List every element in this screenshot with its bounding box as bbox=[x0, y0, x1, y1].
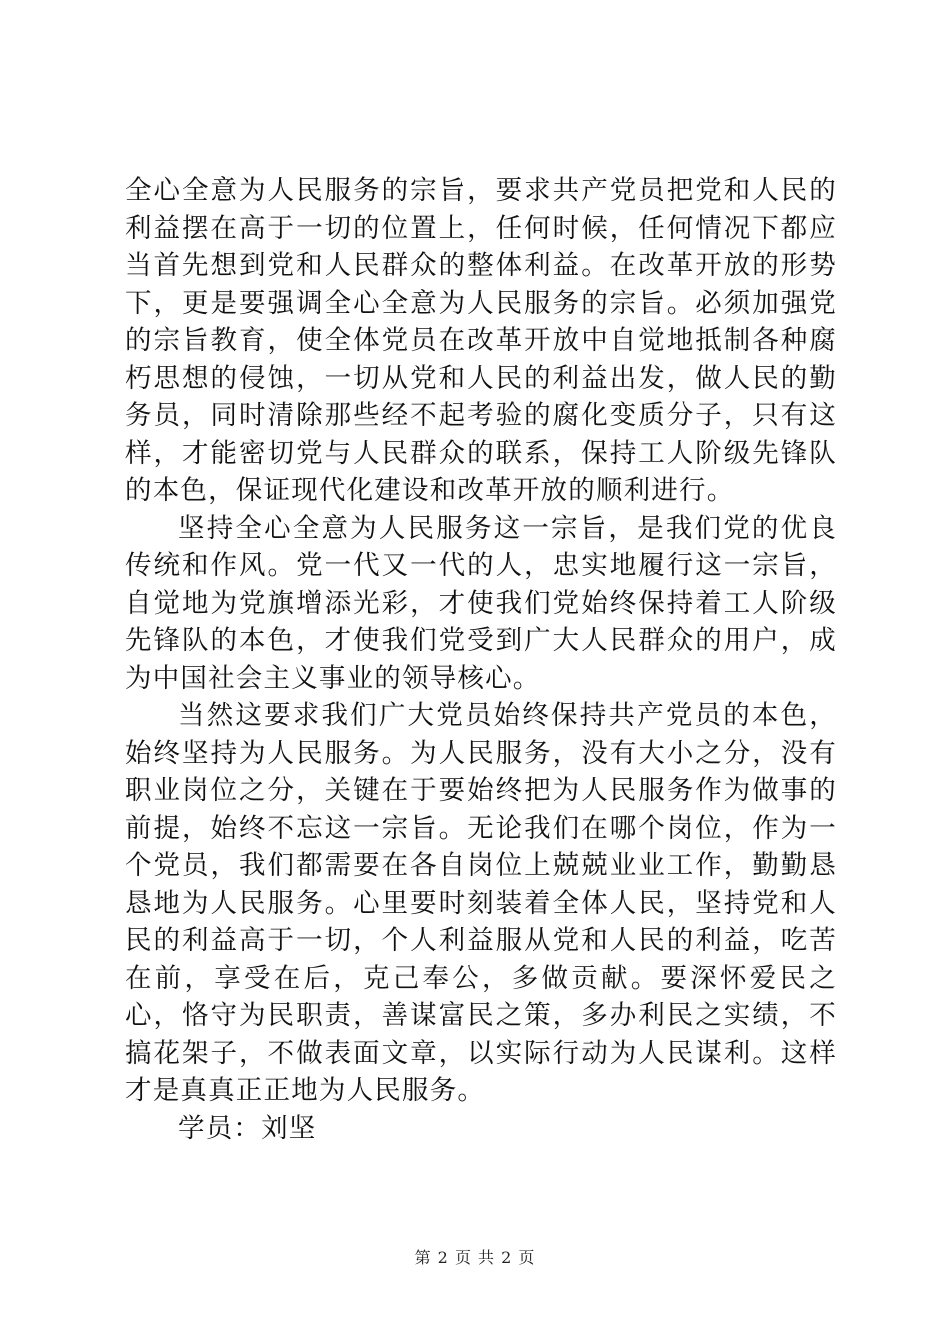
document-body bbox=[125, 172, 837, 1147]
paragraph-2: 坚持全心全意为人民服务这一宗旨，是我们党的优良传统和作风。党一代又一代的人，忠实地履行这一宗旨，自觉地为党旗增添光彩，才使我们党始终保持着工人阶级先锋队的本色，才使我们党受到广大人民群众的用户，成为中国社会主义事业的领导核心。 bbox=[125, 512, 837, 694]
signature-line: 学员：刘坚 bbox=[178, 1112, 317, 1144]
paragraph-1: 全心全意为人民服务的宗旨，要求共产党员把党和人民的利益摆在高于一切的位置上，任何时候，任何情况下都应当首先想到党和人民群众的整体利益。在改革开放的形势下，更是要强调全心全意为人民服务的宗旨。必须加强党的宗旨教育，使全体党员在改革开放中自觉地抵制各种腐朽思想的侵蚀，一切从党和人民的利益出发，做人民的勤务员，同时清除那些经不起考验的腐化变质分子，只有这样，才能密切党与人民群众的联系，保持工人阶级先锋队的本色，保证现代化建设和改革开放的顺利进行。 bbox=[125, 175, 837, 506]
page-number-footer: 第 2 页 共 2 页 bbox=[414, 1248, 536, 1267]
paragraph-3: 当然这要求我们广大党员始终保持共产党员的本色，始终坚持为人民服务。为人民服务，没有大小之分，没有职业岗位之分，关键在于要始终把为人民服务作为做事的前提，始终不忘这一宗旨。无论我们在哪个岗位，作为一个党员，我们都需要在各自岗位上兢兢业业工作，勤勤恳恳地为人民服务。心里要时刻装着全体人民，坚持党和人民的利益高于一切，个人利益服从党和人民的利益，吃苦在前，享受在后，克己奉公，多做贡献。要深怀爱民之心，恪守为民职责，善谋富民之策，多办利民之实绩，不搞花架子，不做表面文章，以实际行动为人民谋利。这样才是真真正正地为人民服务。 bbox=[125, 700, 837, 1106]
